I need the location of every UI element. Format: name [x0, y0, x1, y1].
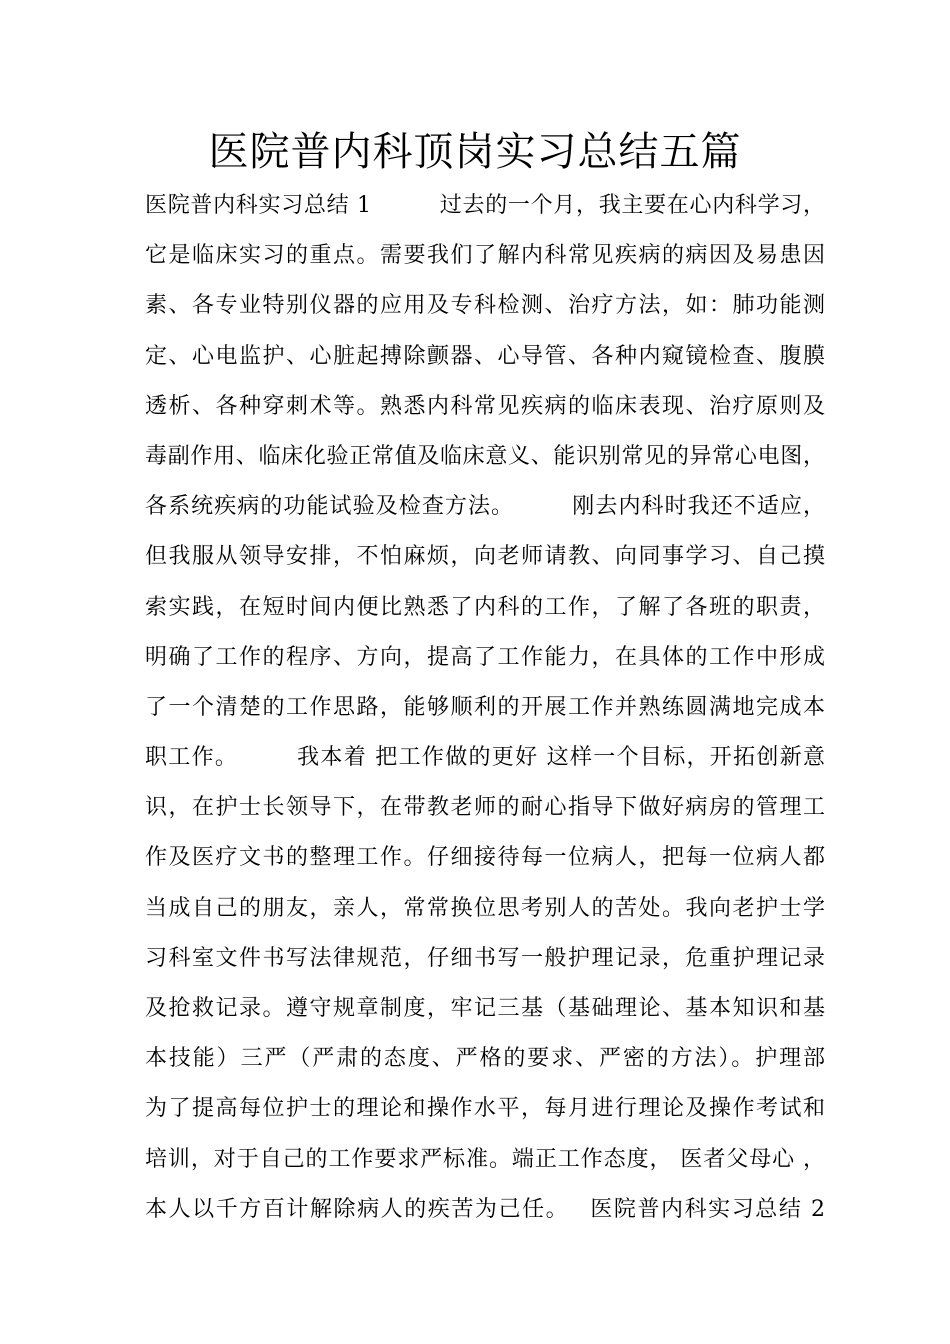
text-line: 职工作。 我本着 把工作做的更好 这样一个目标，开拓创新意 [145, 745, 825, 771]
text-line: 识，在护士长领导下，在带教老师的耐心指导下做好病房的管理工 [145, 795, 825, 821]
text-line: 素、各专业特别仪器的应用及专科检测、治疗方法，如：肺功能测 [145, 293, 825, 319]
text-line: 索实践，在短时间内便比熟悉了内科的工作，了解了各班的职责， [145, 594, 825, 620]
document-body [145, 181, 825, 1235]
text-line: 作及医疗文书的整理工作。仔细接待每一位病人，把每一位病人都 [145, 845, 825, 871]
text-line: 明确了工作的程序、方向，提高了工作能力，在具体的工作中形成 [145, 644, 825, 670]
text-line: 但我服从领导安排，不怕麻烦，向老师请教、向同事学习、自己摸 [145, 544, 825, 570]
text-line: 定、心电监护、心脏起搏除颤器、心导管、各种内窥镜检查、腹膜 [145, 343, 825, 369]
text-line: 了一个清楚的工作思路，能够顺利的开展工作并熟练圆满地完成本 [145, 694, 825, 720]
text-line: 本人以千方百计解除病人的疾苦为己任。 医院普内科实习总结 2 [145, 1196, 825, 1222]
text-line: 及抢救记录。遵守规章制度，牢记三基（基础理论、基本知识和基 [145, 996, 825, 1021]
text-line: 毒副作用、临床化验正常值及临床意义、能识别常见的异常心电图， [145, 443, 825, 469]
text-line: 为了提高每位护士的理论和操作水平，每月进行理论及操作考试和 [145, 1096, 825, 1122]
text-line: 培训，对于自己的工作要求严标准。端正工作态度， 医者父母心 ， [145, 1146, 825, 1172]
text-line: 透析、各种穿刺术等。熟悉内科常见疾病的临床表现、治疗原则及 [145, 393, 825, 419]
text-line: 本技能）三严（严肃的态度、严格的要求、严密的方法）。护理部 [145, 1046, 825, 1072]
text-line: 它是临床实习的重点。需要我们了解内科常见疾病的病因及易患因 [145, 243, 825, 269]
document-title: 医院普内科顶岗实习总结五篇 [208, 129, 742, 175]
text-line: 各系统疾病的功能试验及检查方法。 刚去内科时我还不适应， [145, 494, 825, 520]
text-line: 当成自己的朋友，亲人，常常换位思考别人的苦处。我向老护士学 [145, 895, 825, 921]
text-line: 医院普内科实习总结 1 过去的一个月，我主要在心内科学习， [145, 193, 825, 218]
text-line: 习科室文件书写法律规范，仔细书写一般护理记录，危重护理记录 [145, 945, 825, 971]
